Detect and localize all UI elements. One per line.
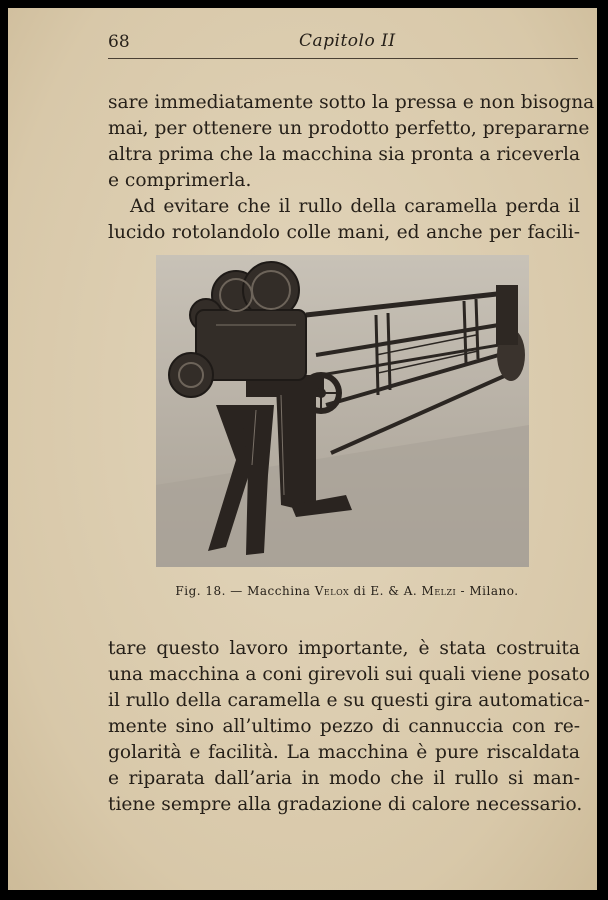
text-line: lucido rotolandolo colle mani, ed anche per facili- [108, 222, 580, 243]
text-line: golarità e facilità. La macchina è pure riscaldata [108, 742, 580, 763]
text-line: tare questo lavoro importante, è stata costruita [108, 638, 580, 659]
text-line: e comprimerla. [108, 170, 252, 191]
header-rule [108, 58, 578, 59]
text-line: mente sino all’ultimo pezzo di cannuccia con re- [108, 716, 580, 737]
text-line: sare immediatamente sotto la pressa e non bisogna [108, 92, 595, 113]
text-line: il rullo della caramella e su questi gira automatica- [108, 690, 590, 711]
running-head-chapter: Capitolo II [299, 31, 396, 51]
figure-caption [108, 584, 586, 598]
caption-maker: Melzi [421, 584, 457, 598]
paragraph-bottom [108, 636, 590, 818]
text-line: mai, per ottenere un prodotto perfetto, prepararne [108, 118, 590, 139]
caption-suffix: - Milano. [456, 584, 519, 598]
text-line: Ad evitare che il rullo della caramella perda il [130, 196, 580, 217]
caption-middle: di E. & A. [349, 584, 422, 598]
paragraph-top [108, 90, 595, 246]
text-line: altra prima che la macchina sia pronta a riceverla [108, 144, 581, 165]
book-page [8, 8, 597, 890]
text-line: una macchina a coni girevoli sui quali viene posato [108, 664, 590, 685]
page-number: 68 [108, 32, 130, 52]
text-line: tiene sempre alla gradazione di calore necessario. [108, 794, 583, 815]
figure-machine-photo [156, 255, 529, 567]
velox-machine-illustration [156, 255, 529, 567]
caption-brand: Velox [314, 584, 350, 598]
text-line: e riparata dall’aria in modo che il rullo si man- [108, 768, 580, 789]
caption-prefix: Fig. 18. — Macchina [175, 584, 315, 598]
